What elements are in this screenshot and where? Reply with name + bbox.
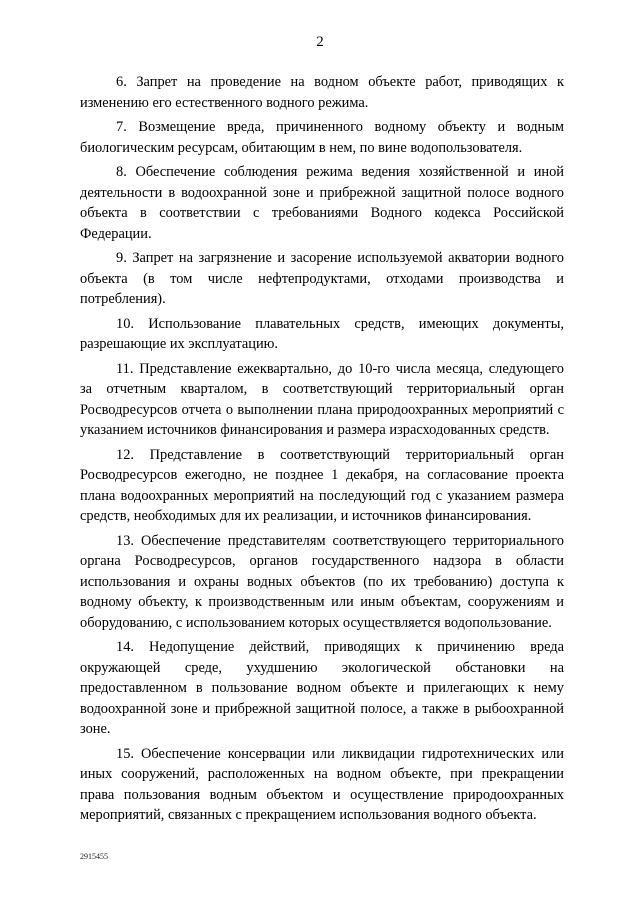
- page-number: 2: [316, 34, 324, 50]
- paragraph-6: 6. Запрет на проведение на водном объекте работ, приводящих к изменению его естественного водного режима.: [80, 74, 564, 111]
- paragraph-13: 13. Обеспечение представителям соответствующего территориального органа Росводресурсов, органов государственного надзора в области использования и охраны водных объектов (по их требованию) доступа к водному объекту, к производственным или иным объектам, сооружениям и оборудованию, с использованием которых осуществляется водопользование.: [80, 532, 564, 631]
- paragraph-14: 14. Недопущение действий, приводящих к причинению вреда окружающей среде, ухудшению экологической обстановки на предоставленном в пользование водном объекте и прилегающих к нему водоохранной зоне и прибрежной защитной полосе, а также в рыбоохранной зоне.: [80, 639, 564, 737]
- paragraph-7: 7. Возмещение вреда, причиненного водному объекту и водным биологическим ресурсам, обитающим в нем, по вине водопользователя.: [80, 119, 564, 156]
- paragraph-12: 12. Представление в соответствующий территориальный орган Росводресурсов ежегодно, не позднее 1 декабря, на согласование проекта плана водоохранных мероприятий на последующий год с указанием размера средств, необходимых для их реализации, и источников финансирования.: [80, 446, 564, 524]
- document-body: [80, 72, 564, 830]
- paragraph-10: 10. Использование плавательных средств, имеющих документы, разрешающие их эксплуатацию.: [80, 315, 564, 352]
- paragraph-11: 11. Представление ежеквартально, до 10-го числа месяца, следующего за отчетным кварталом, в соответствующий территориальный орган Росводресурсов отчета о выполнении плана природоохранных мероприятий с указанием источников финансирования и размера израсходованных средств.: [80, 360, 564, 438]
- document-id: 2915455: [80, 852, 108, 861]
- paragraph-15: 15. Обеспечение консервации или ликвидации гидротехнических или иных сооружений, расположенных на водном объекте, при прекращении права пользования водным объектом и осуществление природоохранных мероприятий, связанных с прекращением использования водного объекта.: [80, 745, 564, 823]
- paragraph-9: 9. Запрет на загрязнение и засорение используемой акватории водного объекта (в том числе нефтепродуктами, отходами производства и потребления).: [80, 250, 564, 307]
- paragraph-8: 8. Обеспечение соблюдения режима ведения хозяйственной и иной деятельности в водоохранной зоне и прибрежной защитной полосе водного объекта в соответствии с требованиями Водного кодекса Российской Федерации.: [80, 164, 564, 242]
